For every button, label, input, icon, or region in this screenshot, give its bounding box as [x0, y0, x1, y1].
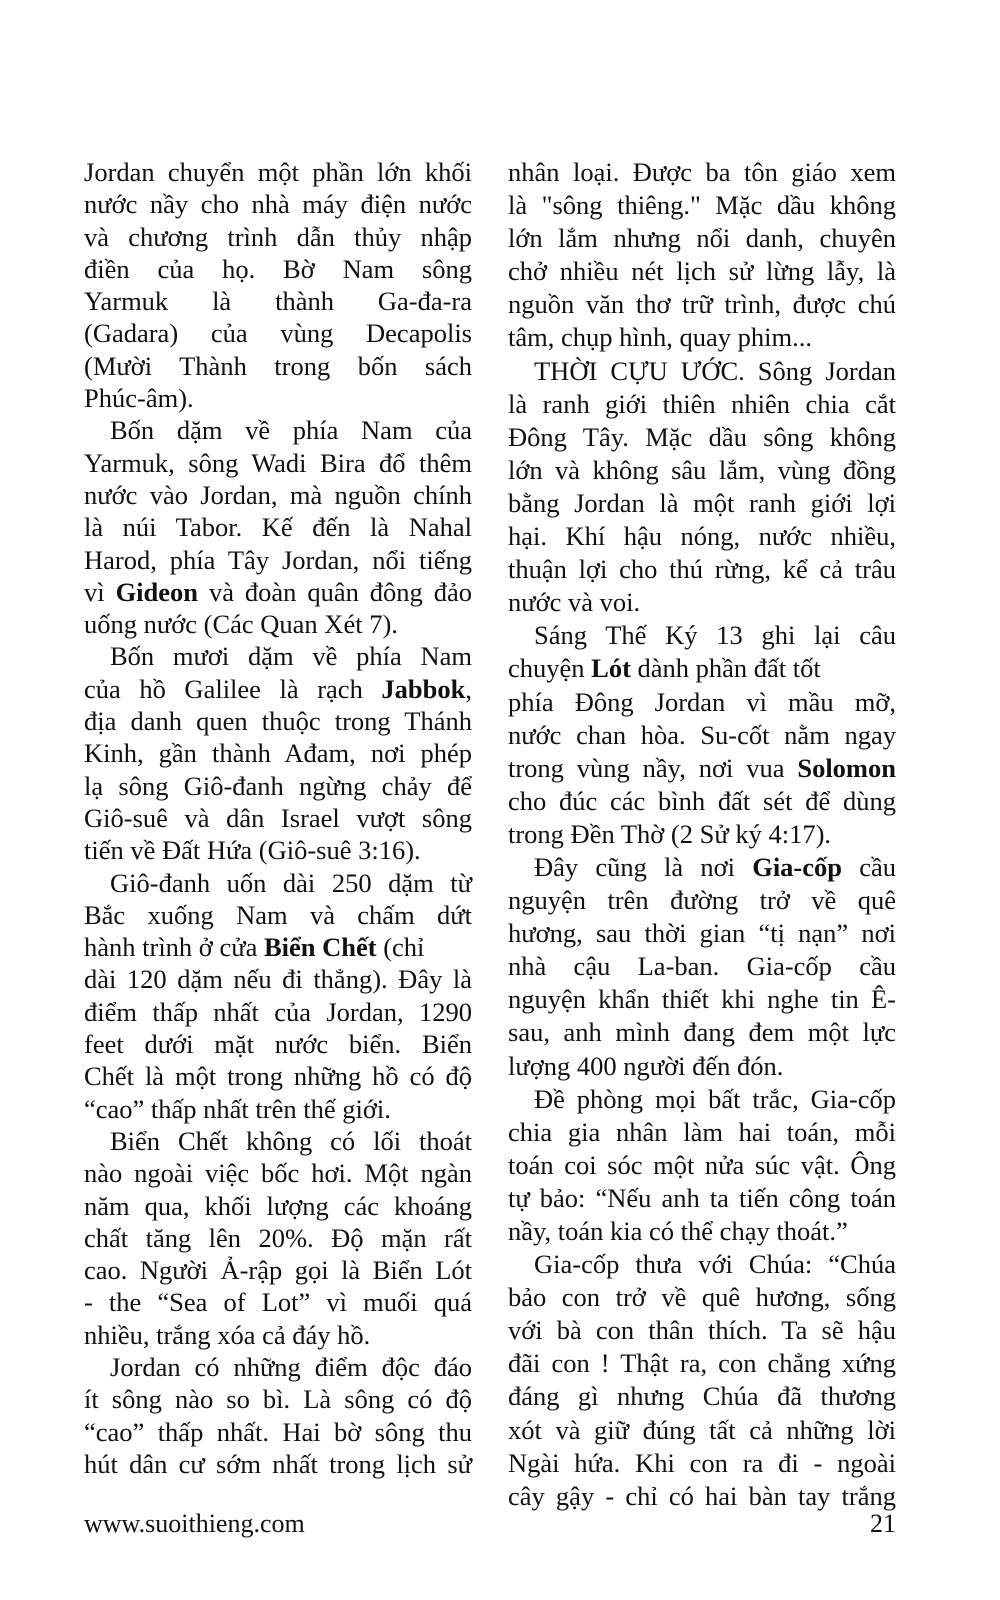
- text-line: chở nhiều nét lịch sử lừng lẫy, là: [508, 256, 896, 287]
- text-line: hại. Khí hậu nóng, nước nhiều,: [508, 521, 896, 552]
- text-line: nước vào Jordan, mà nguồn chính: [84, 479, 472, 510]
- text-line: với bà con thân thích. Ta sẽ hậu: [508, 1315, 896, 1346]
- text-line: Bắc xuống Nam và chấm dứt: [84, 899, 472, 930]
- text-line: nước và voi.: [508, 587, 641, 618]
- text-line: Gia-cốp thưa với Chúa: “Chúa: [534, 1249, 896, 1280]
- text-line: “cao” thấp nhất. Hai bờ sông thu: [84, 1416, 472, 1447]
- text-line: Giô-đanh uốn dài 250 dặm từ: [110, 867, 472, 898]
- text-line: nầy, toán kia có thể chạy thoát.”: [508, 1216, 848, 1246]
- text-line: lượng 400 người đến đón.: [508, 1050, 784, 1081]
- text-line: Yarmuk là thành Ga-đa-ra: [84, 286, 472, 317]
- text-line: đãi con ! Thật ra, con chẳng xứng: [508, 1348, 896, 1379]
- text-line: đáng gì nhưng Chúa đã thương: [508, 1381, 896, 1412]
- text-line: Jordan có những điểm độc đáo: [110, 1351, 472, 1382]
- text-line: là núi Tabor. Kế đến là Nahal: [84, 512, 472, 543]
- text-line: của hồ Galilee là rạch Jabbok,: [84, 673, 472, 704]
- text-line: ít sông nào so bì. Là sông có độ: [84, 1384, 472, 1415]
- text-line: Kinh, gần thành Ađam, nơi phép: [84, 738, 472, 769]
- paragraph: [84, 414, 472, 640]
- text-line: bằng Jordan là một ranh giới lợi: [508, 487, 896, 518]
- text-line: tâm, chụp hình, quay phim...: [508, 322, 812, 353]
- text-line: cao. Người Ả-rập gọi là Biển Lót: [84, 1255, 472, 1286]
- text-line: Đề phòng mọi bất trắc, Gia-cốp: [534, 1083, 896, 1114]
- text-line: trong vùng nầy, nơi vua Solomon: [508, 752, 896, 783]
- text-line: lớn lắm nhưng nổi danh, chuyên: [508, 223, 896, 254]
- text-line: - the “Sea of Lot” vì muối quá: [84, 1287, 472, 1318]
- text-line: Yarmuk, sông Wadi Bira đổ thêm: [84, 447, 472, 478]
- text-line: nhà cậu La-ban. Gia-cốp cầu: [508, 951, 896, 982]
- text-line: hành trình ở cửa Biển Chết (chỉ: [84, 932, 425, 963]
- text-line: nước chan hòa. Su-cốt nằm ngay: [508, 719, 896, 750]
- text-line: chất tăng lên 20%. Độ mặn rất: [84, 1222, 472, 1253]
- paragraph: [84, 156, 472, 414]
- paragraph: [508, 1083, 896, 1248]
- text-line: địa danh quen thuộc trong Thánh: [84, 706, 472, 737]
- text-line: nhân loại. Được ba tôn giáo xem: [508, 157, 896, 187]
- text-line: Giô-suê và dân Israel vượt sông: [84, 802, 472, 833]
- text-line: cho đúc các bình đất sét để dùng: [508, 785, 896, 816]
- text-line: cây gậy - chỉ có hai bàn tay trắng: [508, 1480, 896, 1511]
- text-line: feet dưới mặt nước biển. Biển: [84, 1029, 472, 1060]
- right-column: [508, 156, 896, 1513]
- text-line: nước nầy cho nhà máy điện nước: [84, 189, 472, 220]
- text-line: Ngài hứa. Khi con ra đi - ngoài: [508, 1447, 896, 1478]
- paragraph: [84, 1125, 472, 1351]
- footer-website: www.suoithieng.com: [84, 1509, 305, 1538]
- text-line: Chết là một trong những hồ có độ: [84, 1061, 472, 1092]
- text-line: Phúc-âm).: [84, 383, 194, 414]
- paragraph: [84, 1351, 472, 1480]
- left-column: [84, 156, 472, 1480]
- page-number: 21: [870, 1509, 896, 1538]
- text-line: Đây cũng là nơi Gia-cốp cầu: [534, 851, 896, 882]
- text-line: Harod, phía Tây Jordan, nổi tiếng: [84, 544, 472, 575]
- text-line: tiến về Đất Hứa (Giô-suê 3:16).: [84, 835, 421, 866]
- paragraph: [508, 355, 896, 620]
- text-line: là "sông thiêng." Mặc dầu không: [508, 190, 896, 221]
- text-line: thuận lợi cho thú rừng, kể cả trâu: [508, 554, 896, 585]
- text-line: điền của họ. Bờ Nam sông: [84, 253, 472, 284]
- paragraph: [508, 156, 896, 355]
- text-line: Biển Chết không có lối thoát: [110, 1125, 472, 1156]
- text-line: toán coi sóc một nửa súc vật. Ông: [508, 1149, 896, 1180]
- text-line: “cao” thấp nhất trên thế giới.: [84, 1093, 391, 1124]
- text-line: lớn và không sâu lắm, vùng đồng: [508, 454, 896, 485]
- paragraph: [508, 1248, 896, 1513]
- text-line: phía Đông Jordan vì mầu mỡ,: [508, 686, 896, 717]
- text-line: nguyện trên đường trở về quê: [508, 885, 896, 916]
- text-line: lạ sông Giô-đanh ngừng chảy để: [84, 770, 472, 801]
- paragraph: [508, 619, 896, 851]
- text-line: chia gia nhân làm hai toán, mỗi: [508, 1116, 896, 1147]
- text-line: sau, anh mình đang đem một lực: [508, 1017, 896, 1048]
- text-line: nguyện khẩn thiết khi nghe tin Ê-: [508, 984, 896, 1015]
- text-line: Jordan chuyển một phần lớn khối: [84, 157, 472, 187]
- text-line: điểm thấp nhất của Jordan, 1290: [84, 996, 472, 1027]
- text-line: là ranh giới thiên nhiên chia cắt: [508, 388, 896, 419]
- text-line: THỜI CỰU ƯỚC. Sông Jordan: [534, 355, 896, 386]
- text-line: xót và giữ đúng tất cả những lời: [508, 1414, 896, 1445]
- text-line: chuyện Lót dành phần đất tốt: [508, 653, 821, 684]
- text-line: bảo con trở về quê hương, sống: [508, 1282, 896, 1313]
- text-line: nhiều, trắng xóa cả đáy hồ.: [84, 1319, 371, 1350]
- text-line: nguồn văn thơ trữ trình, được chú: [508, 289, 896, 320]
- text-line: Bốn mươi dặm về phía Nam: [110, 641, 472, 672]
- text-line: (Gadara) của vùng Decapolis: [84, 318, 472, 349]
- text-line: uống nước (Các Quan Xét 7).: [84, 609, 398, 640]
- text-line: nào ngoài việc bốc hơi. Một ngàn: [84, 1158, 472, 1189]
- text-line: vì Gideon và đoàn quân đông đảo: [84, 576, 473, 607]
- text-line: Sáng Thế Ký 13 ghi lại câu: [534, 620, 896, 651]
- text-line: (Mười Thành trong bốn sách: [84, 350, 472, 381]
- paragraph: [508, 851, 896, 1083]
- paragraph: [84, 640, 472, 866]
- text-line: tự bảo: “Nếu anh ta tiến công toán: [508, 1182, 896, 1213]
- text-line: và chương trình dẫn thủy nhập: [84, 221, 472, 252]
- text-line: hương, sau thời gian “tị nạn” nơi: [508, 918, 896, 949]
- text-line: trong Đền Thờ (2 Sử ký 4:17).: [508, 818, 832, 849]
- text-line: Đông Tây. Mặc dầu sông không: [508, 421, 896, 452]
- text-line: dài 120 dặm nếu đi thẳng). Đây là: [84, 964, 472, 995]
- text-line: Bốn dặm về phía Nam của: [110, 415, 472, 446]
- paragraph: [84, 867, 472, 1125]
- text-line: năm qua, khối lượng các khoáng: [84, 1190, 472, 1221]
- text-line: hút dân cư sớm nhất trong lịch sử: [84, 1448, 472, 1479]
